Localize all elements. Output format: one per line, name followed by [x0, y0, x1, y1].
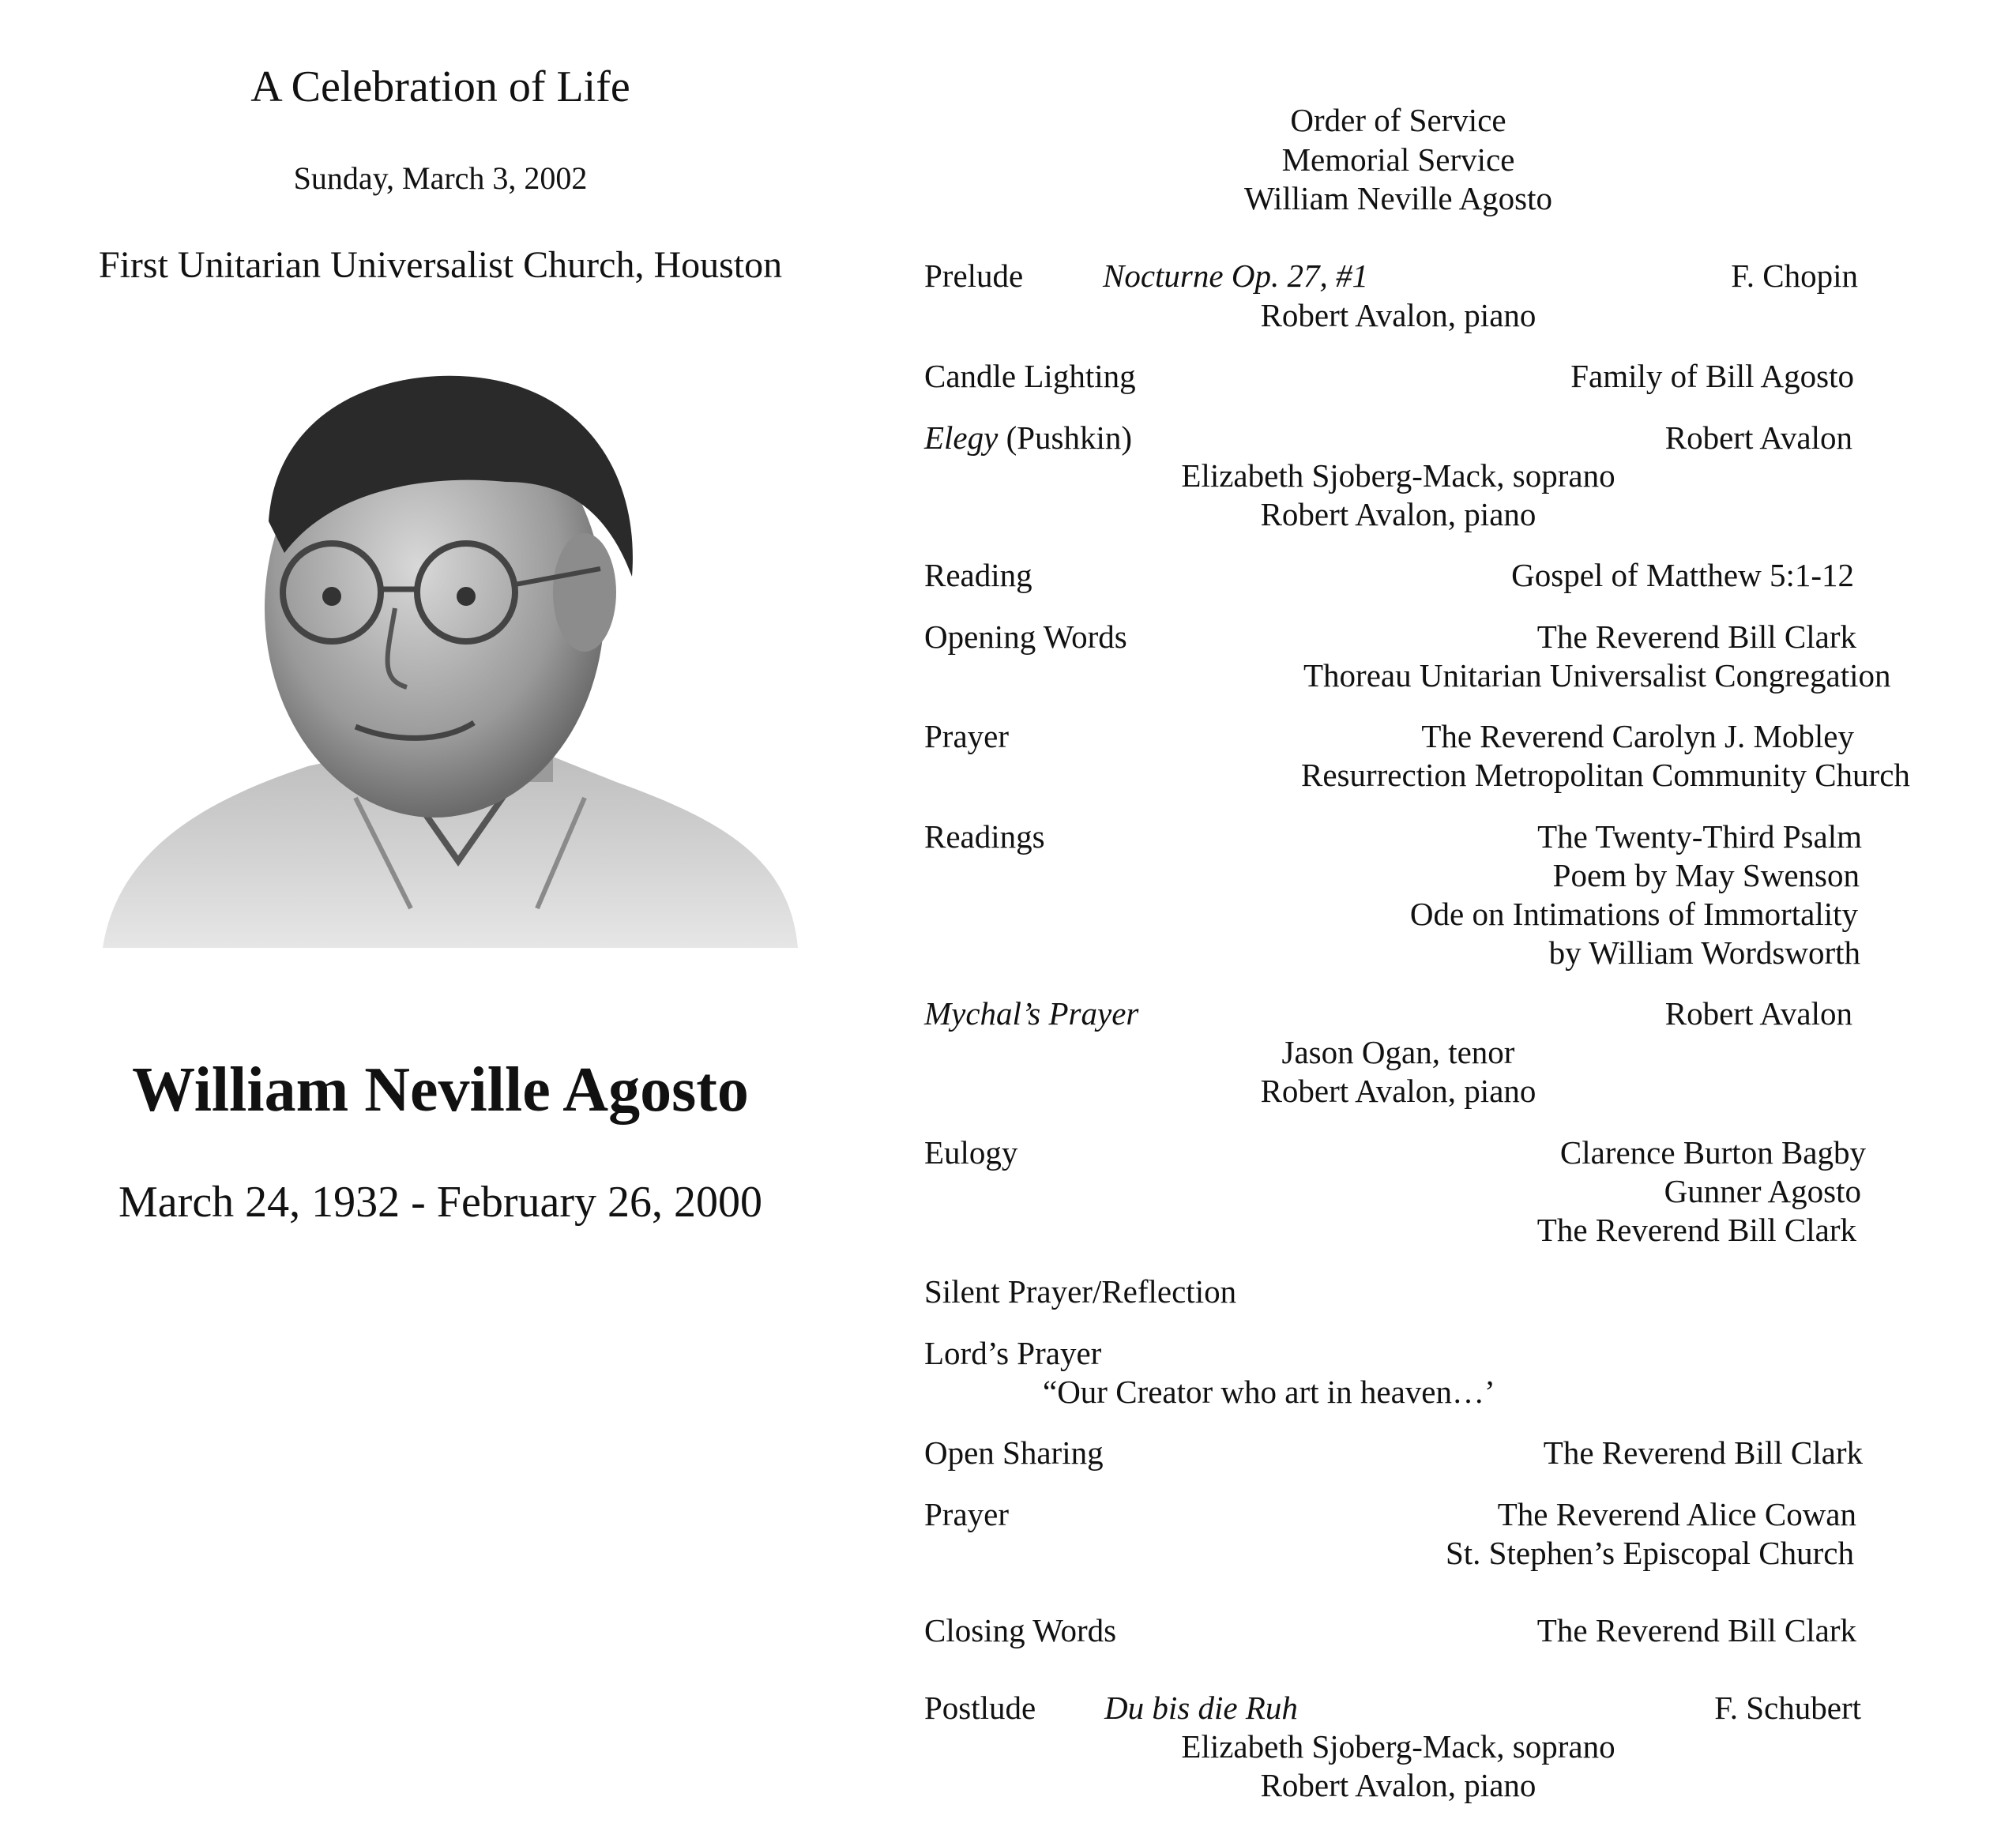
elegy-performer: Robert Avalon, piano — [1260, 496, 1536, 532]
readings-line: by William Wordsworth — [1548, 934, 1860, 971]
closing-words-label: Closing Words — [924, 1612, 1117, 1648]
opening-words-line: Thoreau Unitarian Universalist Congregation — [1303, 657, 1891, 694]
readings-line: The Twenty-Third Psalm — [1537, 818, 1862, 855]
elegy-composer: Robert Avalon — [1664, 419, 1852, 456]
candle-lighting-by: Family of Bill Agosto — [1570, 358, 1854, 394]
prelude-composer: F. Chopin — [1731, 258, 1858, 294]
elegy-author: (Pushkin) — [1006, 419, 1133, 456]
eulogy-line: Clarence Burton Bagby — [1559, 1134, 1866, 1171]
mychals-prayer-composer: Robert Avalon — [1664, 995, 1852, 1032]
deceased-name: William Neville Agosto — [132, 1055, 749, 1125]
elegy-performer: Elizabeth Sjoberg-Mack, soprano — [1181, 457, 1615, 494]
readings-line: Ode on Intimations of Immortality — [1409, 896, 1858, 932]
open-sharing-by: The Reverend Bill Clark — [1543, 1434, 1863, 1471]
readings-line: Poem by May Swenson — [1552, 857, 1860, 893]
mychals-prayer-performer: Jason Ogan, tenor — [1281, 1034, 1515, 1070]
mychals-prayer-performer: Robert Avalon, piano — [1260, 1073, 1536, 1109]
church-name: First Unitarian Universalist Church, Houston — [98, 244, 783, 286]
opening-words-label: Opening Words — [924, 618, 1127, 655]
postlude-performer: Robert Avalon, piano — [1260, 1767, 1536, 1803]
celebration-title: A Celebration of Life — [250, 62, 630, 111]
postlude-label: Postlude — [924, 1690, 1036, 1726]
postlude-composer: F. Schubert — [1714, 1690, 1861, 1726]
service-date: Sunday, March 3, 2002 — [293, 160, 588, 196]
lords-prayer-label: Lord’s Prayer — [924, 1335, 1102, 1371]
portrait-photo — [95, 355, 802, 979]
prelude-work: Nocturne Op. 27, #1 — [1103, 258, 1368, 294]
prelude-performer: Robert Avalon, piano — [1260, 297, 1536, 333]
eulogy-line: Gunner Agosto — [1664, 1173, 1861, 1209]
eulogy-line: The Reverend Bill Clark — [1536, 1212, 1856, 1248]
postlude-work: Du bis die Ruh — [1104, 1690, 1298, 1726]
prayer-line: The Reverend Alice Cowan — [1497, 1496, 1856, 1532]
open-sharing-label: Open Sharing — [924, 1434, 1104, 1471]
prayer-line: St. Stephen’s Episcopal Church — [1445, 1535, 1854, 1571]
program-name: William Neville Agosto — [1243, 180, 1553, 216]
eulogy-label: Eulogy — [924, 1134, 1018, 1171]
reading-label: Reading — [924, 557, 1032, 593]
closing-words-by: The Reverend Bill Clark — [1536, 1612, 1856, 1648]
reading-text: Gospel of Matthew 5:1-12 — [1511, 557, 1854, 593]
silent-prayer-label: Silent Prayer/Reflection — [924, 1273, 1237, 1310]
prayer-line: Resurrection Metropolitan Community Church — [1301, 757, 1910, 793]
life-dates: March 24, 1932 - February 26, 2000 — [118, 1178, 762, 1227]
elegy-title: Elegy — [924, 419, 999, 456]
candle-lighting-label: Candle Lighting — [924, 358, 1136, 394]
elegy-entry — [924, 419, 1132, 457]
prayer-label: Prayer — [924, 1496, 1010, 1532]
opening-words-line: The Reverend Bill Clark — [1536, 618, 1856, 655]
lords-prayer-quote: “Our Creator who art in heaven…’ — [1043, 1374, 1495, 1410]
prayer-label: Prayer — [924, 718, 1010, 754]
prayer-line: The Reverend Carolyn J. Mobley — [1421, 718, 1854, 754]
mychals-prayer-title: Mychal’s Prayer — [924, 995, 1139, 1032]
program-heading: Order of Service — [1290, 102, 1506, 138]
program-subheading: Memorial Service — [1281, 141, 1515, 178]
readings-label: Readings — [924, 818, 1045, 855]
prelude-label: Prelude — [924, 258, 1024, 294]
postlude-performer: Elizabeth Sjoberg-Mack, soprano — [1181, 1728, 1615, 1765]
